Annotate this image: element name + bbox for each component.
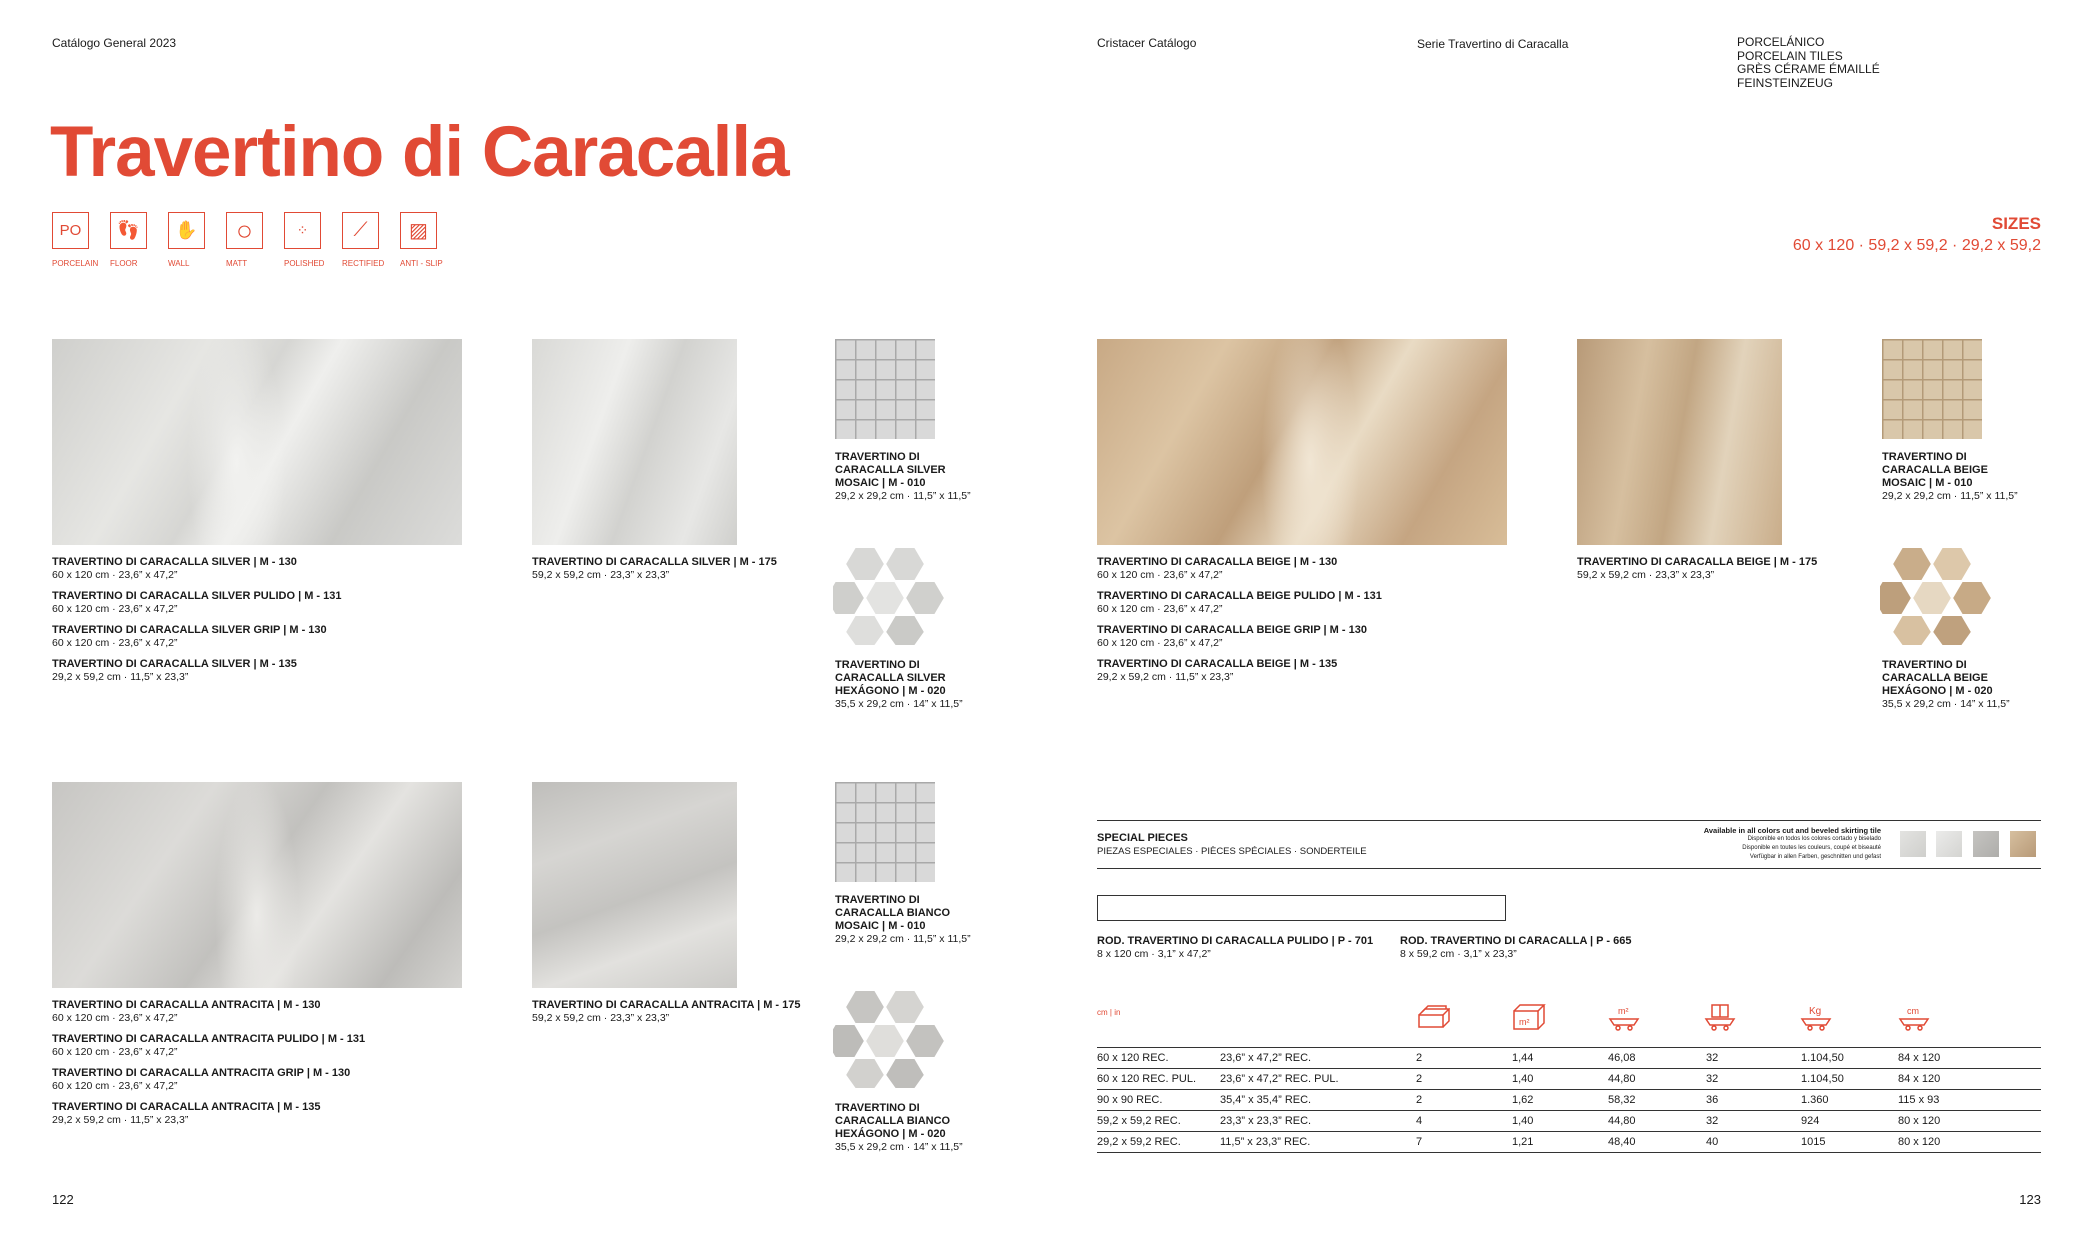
- feature-porcelain: PO PORCELAIN: [52, 212, 89, 268]
- product-dim: 60 x 120 cm · 23,6” x 47,2”: [52, 1046, 178, 1058]
- product-dim: 29,2 x 59,2 cm · 11,5” x 23,3”: [52, 1114, 189, 1126]
- boxes-per-pallet-icon: [1704, 1003, 1738, 1031]
- product-name: TRAVERTINO DI CARACALLA ANTRACITA PULIDO | M - 131: [52, 1033, 366, 1045]
- special-pieces-heading: SPECIAL PIECES PIEZAS ESPECIALES · PIÈCES SPÉCIALES · SONDERTEILE: [1097, 832, 1367, 857]
- svg-text:cm: cm: [1907, 1006, 1919, 1016]
- antracita-square-caption: [532, 999, 801, 1025]
- product-name: TRAVERTINO DI CARACALLA SILVER | M - 175: [532, 556, 777, 568]
- beige-mosaic-caption: TRAVERTINO DI CARACALLA BEIGE MOSAIC | M - 010 29,2 x 29,2 cm · 11,5” x 11,5”: [1882, 451, 2018, 502]
- table-row: 29,2 x 59,2 REC. 11,5” x 23,3” REC. 7 1,21 48,40 40 1015 80 x 120: [1097, 1132, 2041, 1153]
- product-name: TRAVERTINO DI CARACALLA ANTRACITA | M - 130: [52, 999, 321, 1011]
- tile-image-silver-large: [52, 339, 462, 545]
- tile-image-beige-mosaic: [1882, 339, 1982, 439]
- wall-icon: ✋: [168, 212, 205, 249]
- divider: [1097, 820, 2041, 821]
- silver-hex-caption: TRAVERTINO DI CARACALLA SILVER HEXÁGONO | M - 020 35,5 x 29,2 cm · 14” x 11,5”: [835, 659, 963, 710]
- pallet-size-icon: [1898, 1003, 1932, 1031]
- table-row: 60 x 120 REC. PUL. 23,6” x 47,2” REC. PUL. 2 1,40 44,80 32 1.104,50 84 x 120: [1097, 1069, 2041, 1090]
- product-name: TRAVERTINO DI CARACALLA BEIGE GRIP | M - 130: [1097, 624, 1367, 636]
- sizes-heading: SIZES: [1991, 214, 2041, 233]
- product-name: TRAVERTINO DI CARACALLA ANTRACITA GRIP | M - 130: [52, 1067, 351, 1079]
- feature-rectified: ⟋ RECTIFIED: [342, 212, 379, 268]
- swatch-bianco: [1936, 831, 1962, 857]
- swatch-beige: [2010, 831, 2036, 857]
- silver-large-list: [52, 556, 342, 684]
- special-piece: ROD. TRAVERTINO DI CARACALLA | P - 665 8 x 59,2 cm · 3,1” x 23,3”: [1400, 935, 1632, 960]
- product-dim: 29,2 x 59,2 cm · 11,5” x 23,3”: [1097, 671, 1234, 683]
- product-dim: 60 x 120 cm · 23,6” x 47,2”: [52, 603, 178, 615]
- m2-per-box-icon: [1512, 1003, 1546, 1031]
- product-dim: 60 x 120 cm · 23,6” x 47,2”: [52, 637, 178, 649]
- page-number-left: 122: [52, 1192, 74, 1207]
- packing-table: [1097, 1047, 2041, 1153]
- product-dim: 60 x 120 cm · 23,6” x 47,2”: [52, 1080, 178, 1092]
- tile-image-silver-hexagon: [833, 546, 957, 646]
- tile-image-silver-mosaic: [835, 339, 935, 439]
- product-name: TRAVERTINO DI CARACALLA BEIGE | M - 130: [1097, 556, 1338, 568]
- product-dim: 60 x 120 cm · 23,6” x 47,2”: [52, 569, 178, 581]
- feature-polished: ⁘ POLISHED: [284, 212, 321, 268]
- tile-type: GRÈS CÉRAME ÉMAILLÉ: [1737, 62, 1880, 76]
- tile-image-bianco-mosaic: [835, 782, 935, 882]
- product-name: TRAVERTINO DI CARACALLA BEIGE | M - 175: [1577, 556, 1818, 568]
- product-name: TRAVERTINO DI CARACALLA BEIGE | M - 135: [1097, 658, 1338, 670]
- tile-image-beige-hexagon: [1880, 546, 2004, 646]
- feature-wall: ✋ WALL: [168, 212, 205, 268]
- m2-per-pallet-icon: [1608, 1003, 1642, 1031]
- anti-slip-icon: ▨: [400, 212, 437, 249]
- divider: [1097, 868, 2041, 869]
- page-number-right: 123: [2019, 1192, 2041, 1207]
- product-dim: 59,2 x 59,2 cm · 23,3” x 23,3”: [532, 1012, 670, 1024]
- product-dim: 60 x 120 cm · 23,6” x 47,2”: [1097, 603, 1223, 615]
- svg-text:Kg: Kg: [1809, 1006, 1822, 1017]
- series-name: Serie Travertino di Caracalla: [1417, 37, 1569, 51]
- skirting-tile-outline: [1097, 895, 1506, 921]
- product-name: TRAVERTINO DI CARACALLA BEIGE PULIDO | M - 131: [1097, 590, 1382, 602]
- special-piece: ROD. TRAVERTINO DI CARACALLA PULIDO | P - 701 8 x 120 cm · 3,1” x 47,2”: [1097, 935, 1374, 960]
- feature-icons: [52, 212, 443, 268]
- page-title: Travertino di Caracalla: [50, 113, 789, 192]
- feature-anti-slip: ▨ ANTI - SLIP: [400, 212, 437, 268]
- beige-large-list: [1097, 556, 1382, 684]
- product-dim: 59,2 x 59,2 cm · 23,3” x 23,3”: [1577, 569, 1715, 581]
- product-dim: 60 x 120 cm · 23,6” x 47,2”: [52, 1012, 178, 1024]
- tile-image-beige-large: [1097, 339, 1507, 545]
- beige-square-caption: [1577, 556, 1817, 582]
- tile-image-antracita-square: [532, 782, 737, 988]
- pieces-per-box-icon: [1416, 1003, 1450, 1031]
- catalog-year: Catálogo General 2023: [52, 36, 177, 50]
- bianco-mosaic-caption: TRAVERTINO DI CARACALLA BIANCO MOSAIC | M - 010 29,2 x 29,2 cm · 11,5” x 11,5”: [835, 894, 971, 945]
- kg-per-pallet-icon: [1800, 1003, 1834, 1031]
- table-row: 59,2 x 59,2 REC. 23,3” x 23,3” REC. 4 1,40 44,80 32 924 80 x 120: [1097, 1111, 2041, 1132]
- product-name: TRAVERTINO DI CARACALLA SILVER PULIDO | M - 131: [52, 590, 342, 602]
- product-dim: 60 x 120 cm · 23,6” x 47,2”: [1097, 637, 1223, 649]
- product-dim: 29,2 x 59,2 cm · 11,5” x 23,3”: [52, 671, 189, 683]
- feature-matt: ○ MATT: [226, 212, 263, 268]
- product-name: TRAVERTINO DI CARACALLA ANTRACITA | M - 135: [52, 1101, 321, 1113]
- product-dim: 60 x 120 cm · 23,6” x 47,2”: [1097, 569, 1223, 581]
- tile-image-beige-square: [1577, 339, 1782, 545]
- swatch-antracita: [1973, 831, 1999, 857]
- rectified-icon: ⟋: [342, 212, 379, 249]
- silver-mosaic-caption: TRAVERTINO DI CARACALLA SILVER MOSAIC | M - 010 29,2 x 29,2 cm · 11,5” x 11,5”: [835, 451, 971, 502]
- tile-image-antracita-large: [52, 782, 462, 988]
- polished-icon: ⁘: [284, 212, 321, 249]
- skirting-note: Available in all colors cut and beveled skirting tile Disponible en todos los colores cortado y biselado Disponible en toutes les couleurs, coupé et biseauté Verfügbar in allen Farben, geschnitten und gefast: [1703, 826, 1881, 860]
- tile-type: FEINSTEINZEUG: [1737, 75, 1834, 90]
- tile-type-list: [1737, 36, 1880, 90]
- product-dim: 59,2 x 59,2 cm · 23,3” x 23,3”: [532, 569, 670, 581]
- matt-icon: ○: [226, 212, 263, 249]
- tile-image-bianco-hexagon: [833, 989, 957, 1089]
- table-row: 60 x 120 REC. 23,6” x 47,2” REC. 2 1,44 46,08 32 1.104,50 84 x 120: [1097, 1048, 2041, 1069]
- table-row: 90 x 90 REC. 35,4” x 35,4” REC. 2 1,62 58,32 36 1.360 115 x 93: [1097, 1090, 2041, 1111]
- product-name: TRAVERTINO DI CARACALLA SILVER | M - 135: [52, 658, 297, 670]
- porcelain-icon: PO: [52, 212, 89, 249]
- feature-floor: 👣 FLOOR: [110, 212, 147, 268]
- tile-type: PORCELÁNICO: [1737, 35, 1825, 49]
- beige-hex-caption: TRAVERTINO DI CARACALLA BEIGE HEXÁGONO | M - 020 35,5 x 29,2 cm · 14” x 11,5”: [1882, 659, 2010, 710]
- product-name: TRAVERTINO DI CARACALLA SILVER GRIP | M - 130: [52, 624, 327, 636]
- bianco-hex-caption: TRAVERTINO DI CARACALLA BIANCO HEXÁGONO | M - 020 35,5 x 29,2 cm · 14” x 11,5”: [835, 1102, 963, 1153]
- sizes-list: 60 x 120 · 59,2 x 59,2 · 29,2 x 59,2: [1792, 237, 2041, 254]
- swatch-silver: [1900, 831, 1926, 857]
- units-icon: cm | in: [1097, 1008, 1121, 1017]
- tile-image-silver-square: [532, 339, 737, 545]
- antracita-large-list: [52, 999, 365, 1127]
- svg-text:m²: m²: [1519, 1017, 1530, 1027]
- product-name: TRAVERTINO DI CARACALLA SILVER | M - 130: [52, 556, 297, 568]
- product-name: TRAVERTINO DI CARACALLA ANTRACITA | M - 175: [532, 999, 801, 1011]
- floor-icon: 👣: [110, 212, 147, 249]
- svg-text:m²: m²: [1618, 1006, 1629, 1016]
- catalog-name: Cristacer Catálogo: [1097, 36, 1197, 50]
- tile-type: PORCELAIN TILES: [1737, 48, 1843, 63]
- silver-square-caption: [532, 556, 777, 582]
